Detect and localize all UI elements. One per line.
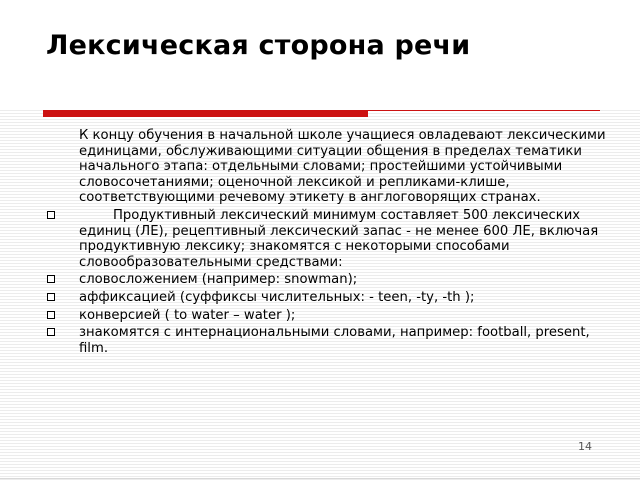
square-bullet-icon — [47, 211, 55, 219]
list-item-compounding — [0, 272, 640, 288]
intro-paragraph-text: К концу обучения в начальной школе учащиеся овладевают лексическими единицами, обслуживающими ситуации общения в пределах тематики начального этапа: отдельными словами; простейшими устойчивыми словосочетаниями; оценочной лексикой и репликами-клише, соответствующими речевому этикету в англоговорящих странах. — [79, 128, 606, 206]
list-item-international-words — [0, 325, 640, 356]
square-bullet-icon — [47, 293, 55, 301]
title-underline-thin-line — [368, 110, 600, 111]
list-item-text: конверсией ( to water – water ); — [79, 307, 296, 323]
intro-paragraph — [0, 128, 640, 206]
slide-body — [0, 128, 640, 358]
square-bullet-icon — [47, 275, 55, 283]
bottom-divider — [0, 478, 640, 479]
slide-title: Лексическая сторона речи — [46, 30, 471, 61]
list-item-text: словосложением (например: snowman); — [79, 272, 358, 288]
list-item-conversion — [0, 308, 640, 324]
list-item-text: Продуктивный лексический минимум составляет 500 лексических единиц (ЛЕ), рецептивный лексический запас - не менее 600 ЛЕ, включая продуктивную лексику; знакомятся с некоторыми способами словообразовательными средствами: — [79, 207, 599, 270]
list-item-text: аффиксацией (суффиксы числительных: - teen, -ty, -th ); — [79, 289, 475, 305]
page-number: 14 — [578, 440, 592, 453]
square-bullet-icon — [47, 311, 55, 319]
list-item-lexical-minimum — [0, 208, 640, 270]
list-item-text: знакомятся с интернациональными словами, например: football, present, film. — [79, 325, 590, 356]
list-item-affixation — [0, 290, 640, 306]
square-bullet-icon — [47, 328, 55, 336]
title-underline-bar — [43, 110, 368, 117]
